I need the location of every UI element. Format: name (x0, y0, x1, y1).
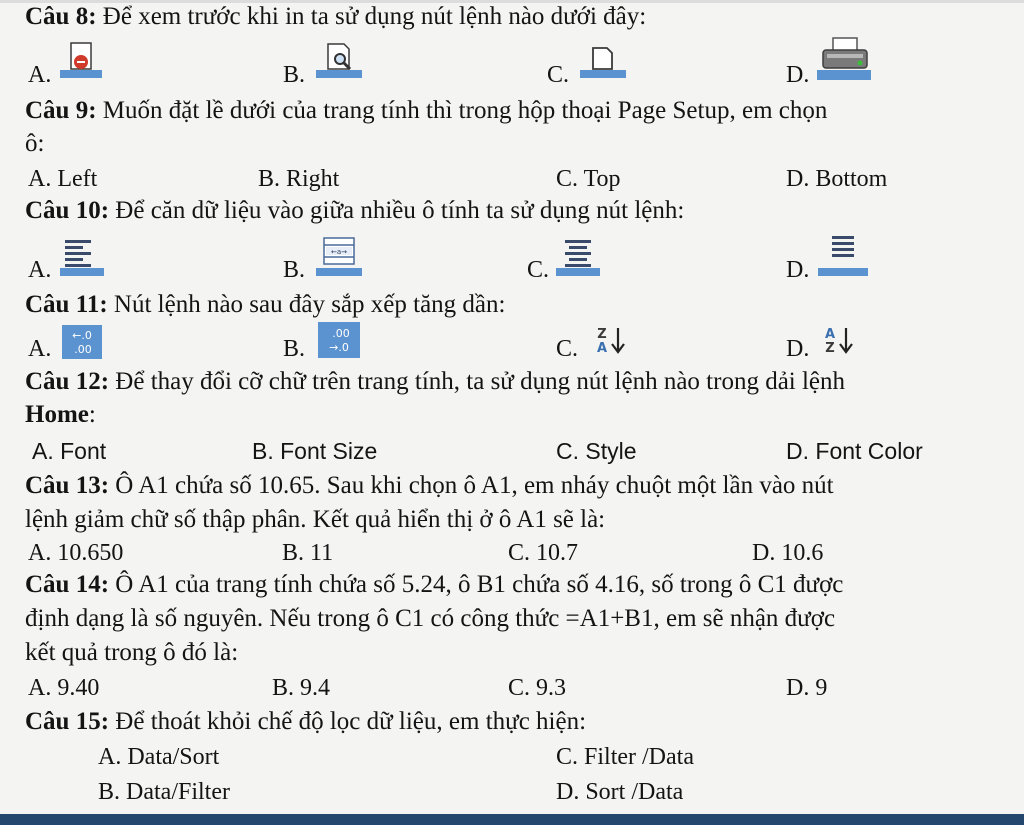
svg-text:→.0: →.0 (329, 341, 349, 354)
q12-option-a: A. Font (32, 438, 107, 464)
q11-option-b: B. (283, 336, 306, 362)
q14-option-c: C. 9.3 (508, 675, 567, 701)
q8-option-c: C. (547, 62, 570, 88)
sort-z-to-a-icon (590, 322, 630, 358)
question-10 (25, 196, 684, 226)
question-12-line-2 (25, 400, 96, 430)
print-preview-icon (316, 42, 362, 78)
q8-option-a: A. (28, 62, 52, 88)
q10-option-c: C. (527, 257, 550, 283)
increase-decimal-icon (62, 325, 102, 359)
question-10-number: Câu 10: (25, 197, 110, 224)
q13-option-c: C. 10.7 (508, 540, 579, 566)
question-9-text-line-1: Muốn đặt lề dưới của trang tính thì trong hộp thoại Page Setup, em chọn (96, 97, 828, 124)
q11-option-a: A. (28, 336, 52, 362)
q11-option-d: D. (786, 336, 810, 362)
question-8-number: Câu 8: (25, 3, 97, 30)
sort-a-to-z-icon (818, 322, 858, 358)
q8-option-d: D. (786, 62, 810, 88)
svg-text:Z: Z (597, 327, 607, 342)
align-center-icon (556, 236, 600, 276)
question-15 (25, 707, 586, 737)
question-15-number: Câu 15: (25, 708, 110, 735)
question-12 (25, 367, 845, 397)
q14-option-a: A. 9.40 (28, 675, 100, 701)
question-12-text-line-1: Để thay đổi cỡ chữ trên trang tính, ta sử dụng nút lệnh nào trong dải lệnh (109, 368, 846, 395)
q12-option-b: B. Font Size (252, 438, 378, 464)
new-document-icon (580, 44, 626, 78)
align-left-icon (60, 236, 104, 276)
question-14-text-line-3: kết quả trong ô đó là: (25, 639, 239, 666)
q14-option-b: B. 9.4 (272, 675, 331, 701)
question-14-text-line-1: Ô A1 của trang tính chứa số 5.24, ô B1 chứa số 4.16, số trong ô C1 được (109, 571, 844, 598)
question-13-text-line-1: Ô A1 chứa số 10.65. Sau khi chọn ô A1, em nháy chuột một lần vào nút (109, 472, 834, 499)
q9-option-a: A. Left (28, 166, 98, 192)
q15-option-d: D. Sort /Data (556, 779, 684, 805)
question-14-number: Câu 14: (25, 571, 110, 598)
svg-text:A: A (824, 327, 836, 342)
q11-option-c: C. (556, 336, 579, 362)
question-11-text: Nút lệnh nào sau đây sắp xếp tăng dần: (107, 291, 506, 318)
question-10-text: Để căn dữ liệu vào giữa nhiều ô tính ta sử dụng nút lệnh: (109, 197, 685, 224)
question-13-number: Câu 13: (25, 472, 110, 499)
q10-option-d: D. (786, 257, 810, 283)
question-11 (25, 290, 505, 320)
question-12-number: Câu 12: (25, 368, 110, 395)
q13-option-d: D. 10.6 (752, 540, 824, 566)
question-13 (25, 471, 834, 501)
question-8-text: Để xem trước khi in ta sử dụng nút lệnh nào dưới đây: (96, 3, 647, 30)
svg-text:.00: .00 (332, 327, 350, 340)
merge-center-icon (316, 234, 362, 276)
align-justify-icon (818, 232, 868, 276)
question-13-text-line-2: lệnh giảm chữ số thập phân. Kết quả hiển thị ở ô A1 sẽ là: (25, 506, 606, 533)
question-9 (25, 96, 827, 126)
question-11-number: Câu 11: (25, 291, 108, 318)
q10-option-b: B. (283, 257, 306, 283)
svg-text:A: A (596, 341, 608, 356)
decrease-decimal-icon (318, 322, 360, 358)
q15-option-c: C. Filter /Data (556, 744, 694, 770)
q12-option-d: D. Font Color (786, 438, 923, 464)
q9-option-d: D. Bottom (786, 166, 888, 192)
svg-text:Z: Z (825, 341, 835, 356)
footer-bar (0, 814, 1024, 825)
q13-option-a: A. 10.650 (28, 540, 124, 566)
svg-text:←.0: ←.0 (72, 329, 92, 342)
question-12-colon: : (88, 401, 96, 428)
q8-option-b: B. (283, 62, 306, 88)
question-8 (25, 2, 646, 32)
svg-text:.00: .00 (74, 343, 92, 356)
q10-option-a: A. (28, 257, 52, 283)
q15-option-a: A. Data/Sort (98, 744, 220, 770)
printer-icon (817, 36, 871, 80)
print-preview-red-icon (60, 40, 102, 78)
question-14-text-line-2: định dạng là số nguyên. Nếu trong ô C1 có công thức =A1+B1, em sẽ nhận được (25, 605, 836, 632)
question-14 (25, 570, 843, 600)
svg-text:←a→: ←a→ (330, 248, 348, 256)
q13-option-b: B. 11 (282, 540, 334, 566)
q12-option-c: C. Style (556, 438, 637, 464)
question-9-number: Câu 9: (25, 97, 97, 124)
q9-option-b: B. Right (258, 166, 340, 192)
q9-option-c: C. Top (556, 166, 621, 192)
q14-option-d: D. 9 (786, 675, 828, 701)
question-9-text-line-2: ô: (25, 130, 45, 157)
question-15-text: Để thoát khỏi chế độ lọc dữ liệu, em thực hiện: (109, 708, 587, 735)
q15-option-b: B. Data/Filter (98, 779, 230, 805)
question-12-home: Home (25, 401, 89, 428)
